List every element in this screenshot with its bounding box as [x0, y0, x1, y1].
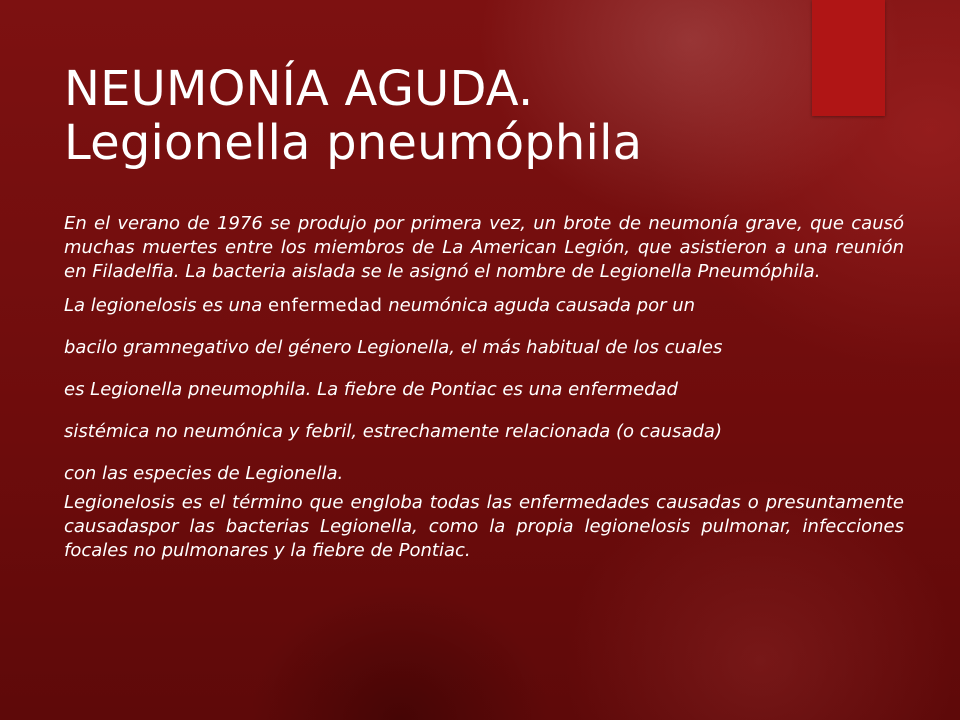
slide-body: [64, 212, 904, 563]
paragraph-history: En el verano de 1976 se produjo por primera vez, un brote de neumonía grave, que causó muchas muertes entre los miembros de La American Legión, que asistieron a una reunión en Filadelfia. La bacteria aislada se le asignó el nombre de Legionella Pneumóphila.: [64, 213, 904, 282]
enfermedad-link[interactable]: enfermedad: [268, 295, 383, 316]
paragraph-definition: [64, 285, 904, 495]
title-line-2: Legionella pneumóphila: [64, 115, 643, 171]
definition-line-1-start: La legionelosis es una: [64, 295, 269, 316]
slide-title: [64, 62, 794, 170]
definition-line-2: bacilo gramnegativo del género Legionella, el más habitual de los cuales: [64, 337, 723, 358]
definition-line-4: sistémica no neumónica y febril, estrechamente relacionada (o causada): [64, 421, 722, 442]
accent-bar: [812, 0, 885, 116]
paragraph-legionelosis: Legionelosis es el término que engloba todas las enfermedades causadas o presuntamente causadaspor las bacterias Legionella, como la propia legionelosis pulmonar, infecciones focales no pulmonares y la fiebre de Pontiac.: [64, 492, 904, 561]
title-line-1: NEUMONÍA AGUDA.: [64, 61, 534, 117]
definition-line-1-end: neumónica aguda causada por un: [382, 295, 696, 316]
definition-line-1: [64, 285, 904, 327]
definition-line-5: con las especies de Legionella.: [64, 463, 344, 484]
definition-line-3: es Legionella pneumophila. La fiebre de Pontiac es una enfermedad: [64, 379, 678, 400]
